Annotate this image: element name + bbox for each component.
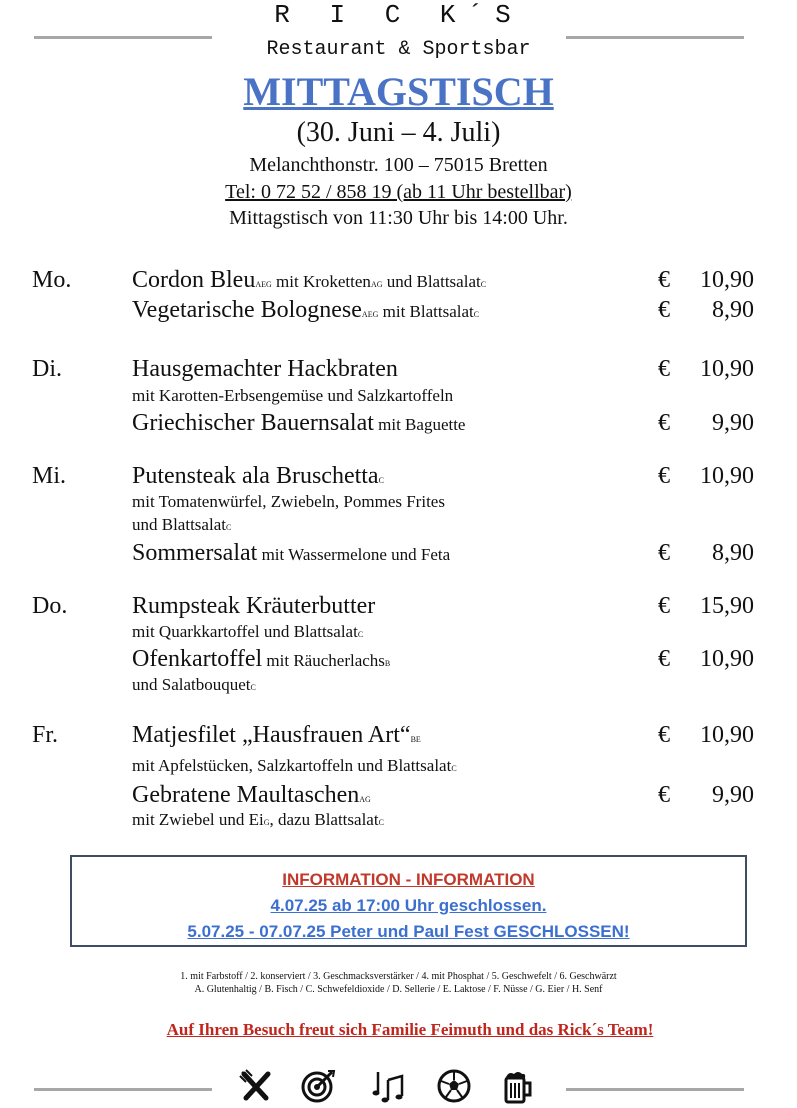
- day-label-mi: Mi.: [32, 463, 67, 489]
- date-range: (30. Juni – 4. Juli): [296, 117, 501, 148]
- price-mi-1: € 10,90: [658, 463, 754, 489]
- dish-mi-1: Putensteak ala BruschettaC: [132, 463, 384, 489]
- dish-do-2: Ofenkartoffel mit RäucherlachsB: [132, 646, 391, 672]
- dish-fr-1-description: mit Apfelstücken, Salzkartoffeln und BlattsalatC: [132, 756, 457, 775]
- price-mo-1: € 10,90: [658, 267, 754, 293]
- price-fr-1: € 10,90: [658, 722, 754, 748]
- brand-name: R I C K´S: [274, 0, 523, 30]
- price-do-1: € 15,90: [658, 593, 754, 619]
- price-fr-2: € 9,90: [658, 782, 754, 808]
- information-line-2: 5.07.25 - 07.07.25 Peter und Paul Fest GESCHLOSSEN!: [187, 922, 630, 941]
- dish-do-2-description: und SalatbouquetC: [132, 675, 256, 694]
- price-di-1: € 10,90: [658, 356, 754, 382]
- dish-fr-2: Gebratene MaultaschenAG: [132, 782, 371, 808]
- opening-hours: Mittagstisch von 11:30 Uhr bis 14:00 Uhr.: [229, 207, 568, 229]
- soccer-ball-icon: [436, 1068, 472, 1104]
- telephone[interactable]: Tel: 0 72 52 / 858 19 (ab 11 Uhr bestellbar): [225, 181, 572, 203]
- bottom-left-rule: [34, 1088, 212, 1091]
- dish-do-1-description: mit Quarkkartoffel und BlattsalatC: [132, 622, 364, 641]
- dish-mi-1-description-2: und BlattsalatC: [132, 515, 232, 534]
- dish-di-1-description: mit Karotten-Erbsengemüse und Salzkartoffeln: [132, 386, 454, 405]
- dish-mi-1-description: mit Tomatenwürfel, Zwiebeln, Pommes Frites: [132, 492, 445, 511]
- dish-fr-2-description: mit Zwiebel und EiG, dazu BlattsalatC: [132, 810, 384, 829]
- information-box: [70, 855, 747, 947]
- dish-mi-2: Sommersalat mit Wassermelone und Feta: [132, 540, 451, 566]
- price-do-2: € 10,90: [658, 646, 754, 672]
- day-label-do: Do.: [32, 593, 68, 619]
- day-label-mo: Mo.: [32, 267, 72, 293]
- price-mi-2: € 8,90: [658, 540, 754, 566]
- music-notes-icon: [372, 1068, 408, 1104]
- dish-do-1: Rumpsteak Kräuterbutter: [132, 593, 376, 619]
- price-mo-2: € 8,90: [658, 297, 754, 323]
- darts-target-icon: [300, 1068, 336, 1104]
- day-label-di: Di.: [32, 356, 62, 382]
- dish-di-1: Hausgemachter Hackbraten: [132, 356, 398, 382]
- menu-headline: MITTAGSTISCH: [243, 69, 554, 114]
- cutlery-icon: [238, 1068, 274, 1104]
- price-di-2: € 9,90: [658, 410, 754, 436]
- greeting: Auf Ihren Besuch freut sich Familie Feimuth und das Rick´s Team!: [166, 1020, 654, 1039]
- information-line-1: 4.07.25 ab 17:00 Uhr geschlossen.: [270, 896, 547, 915]
- dish-di-2: Griechischer Bauernsalat mit Baguette: [132, 410, 466, 436]
- day-label-fr: Fr.: [32, 722, 59, 748]
- allergens-legend: A. Glutenhaltig / B. Fisch / C. Schwefeldioxide / D. Sellerie / E. Laktose / F. Nüsse / G. Eier / H. Senf: [194, 984, 603, 995]
- dish-mo-1: Cordon BleuAEG mit KrokettenAG und BlattsalatC: [132, 267, 487, 293]
- brand-subtitle: Restaurant & Sportsbar: [266, 38, 531, 61]
- beer-mug-icon: [500, 1068, 536, 1104]
- dish-fr-1: Matjesfilet „Hausfrauen Art“BE: [132, 722, 421, 748]
- bottom-right-rule: [566, 1088, 744, 1091]
- information-title: INFORMATION - INFORMATION: [282, 870, 535, 889]
- address: Melanchthonstr. 100 – 75015 Bretten: [249, 154, 548, 176]
- dish-mo-2: Vegetarische BologneseAEG mit BlattsalatC: [132, 297, 480, 323]
- additives-legend: 1. mit Farbstoff / 2. konserviert / 3. Geschmacksverstärker / 4. mit Phosphat / 5. Geschwefelt / 6. Geschwärzt: [180, 971, 617, 982]
